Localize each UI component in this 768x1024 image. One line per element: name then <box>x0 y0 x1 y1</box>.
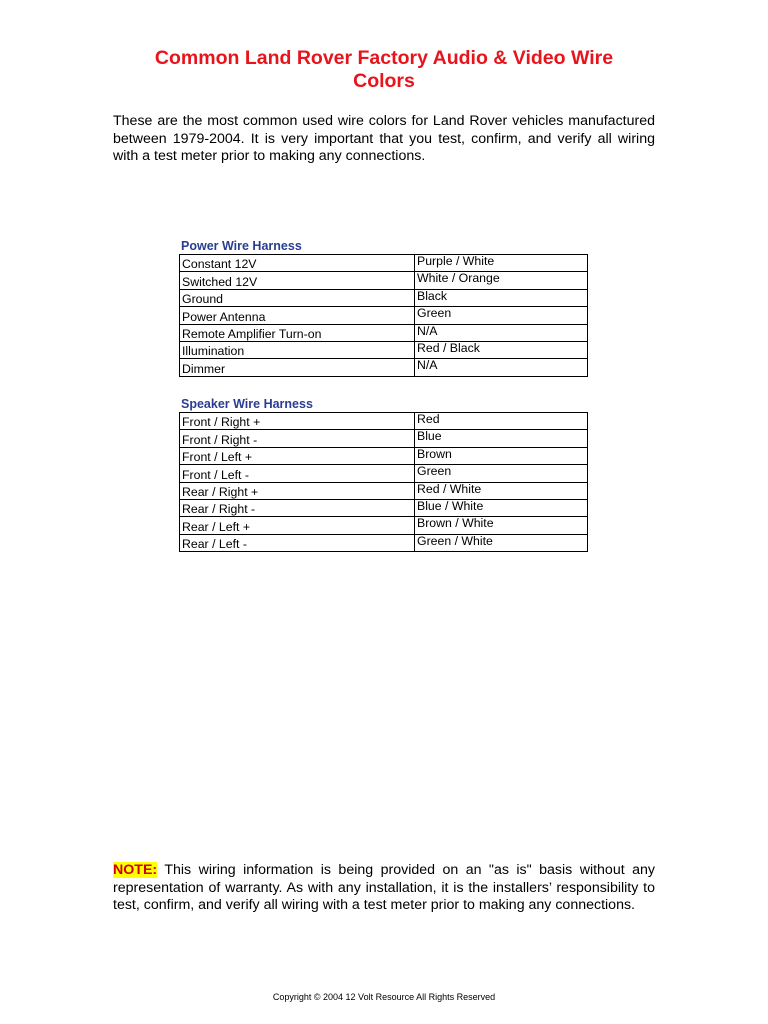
wire-function: Front / Left - <box>180 465 415 482</box>
wire-function: Rear / Right - <box>180 499 415 516</box>
wire-function: Rear / Left + <box>180 517 415 534</box>
note-paragraph <box>113 862 655 915</box>
table-row <box>180 430 588 447</box>
table-row <box>180 272 588 289</box>
power-harness-table <box>179 254 588 377</box>
wire-function: Illumination <box>180 341 415 358</box>
table-row <box>180 359 588 376</box>
wire-color: Red / White <box>415 482 588 499</box>
table-row <box>180 465 588 482</box>
wire-function: Rear / Right + <box>180 482 415 499</box>
wire-color: Brown <box>415 447 588 464</box>
wire-color: Black <box>415 289 588 306</box>
title-line-2: Colors <box>353 70 415 92</box>
title-line-1: Common Land Rover Factory Audio & Video Wire <box>154 47 614 69</box>
wire-color: N/A <box>415 324 588 341</box>
table-row <box>180 499 588 516</box>
wire-function: Rear / Left - <box>180 534 415 551</box>
speaker-harness-title: Speaker Wire Harness <box>181 397 313 411</box>
table-row <box>180 413 588 430</box>
note-label: NOTE: <box>113 862 158 878</box>
table-row <box>180 289 588 306</box>
table-row <box>180 341 588 358</box>
wire-function: Ground <box>180 289 415 306</box>
wire-color: N/A <box>415 359 588 376</box>
wire-color: Red <box>415 413 588 430</box>
wire-function: Front / Right + <box>180 413 415 430</box>
wire-color: Blue / White <box>415 499 588 516</box>
wire-function: Remote Amplifier Turn-on <box>180 324 415 341</box>
wire-color: Green <box>415 465 588 482</box>
wire-color: Purple / White <box>415 255 588 272</box>
document-title <box>100 47 668 93</box>
wire-color: Brown / White <box>415 517 588 534</box>
wire-color: White / Orange <box>415 272 588 289</box>
wire-color: Green <box>415 307 588 324</box>
wire-function: Dimmer <box>180 359 415 376</box>
copyright-footer: Copyright © 2004 12 Volt Resource All Rights Reserved <box>272 992 496 1002</box>
wire-function: Constant 12V <box>180 255 415 272</box>
table-row <box>180 307 588 324</box>
table-row <box>180 447 588 464</box>
table-row <box>180 255 588 272</box>
wire-color: Red / Black <box>415 341 588 358</box>
speaker-harness-table <box>179 412 588 552</box>
wire-color: Blue <box>415 430 588 447</box>
note-text: This wiring information is being provided on an "as is" basis without any representation of warranty. As with any installation, it is the installers’ responsibility to test, confirm, and verify all wiring with a test meter prior to making any connections. <box>113 862 655 913</box>
table-row <box>180 534 588 551</box>
table-row <box>180 324 588 341</box>
table-row <box>180 517 588 534</box>
intro-paragraph: These are the most common used wire colors for Land Rover vehicles manufactured between 1979-2004. It is very important that you test, confirm, and verify all wiring with a test meter prior to making any connections. <box>113 113 655 164</box>
power-harness-title: Power Wire Harness <box>181 239 302 253</box>
wire-function: Front / Right - <box>180 430 415 447</box>
table-row <box>180 482 588 499</box>
wire-function: Switched 12V <box>180 272 415 289</box>
wire-function: Power Antenna <box>180 307 415 324</box>
wire-color: Green / White <box>415 534 588 551</box>
wire-function: Front / Left + <box>180 447 415 464</box>
